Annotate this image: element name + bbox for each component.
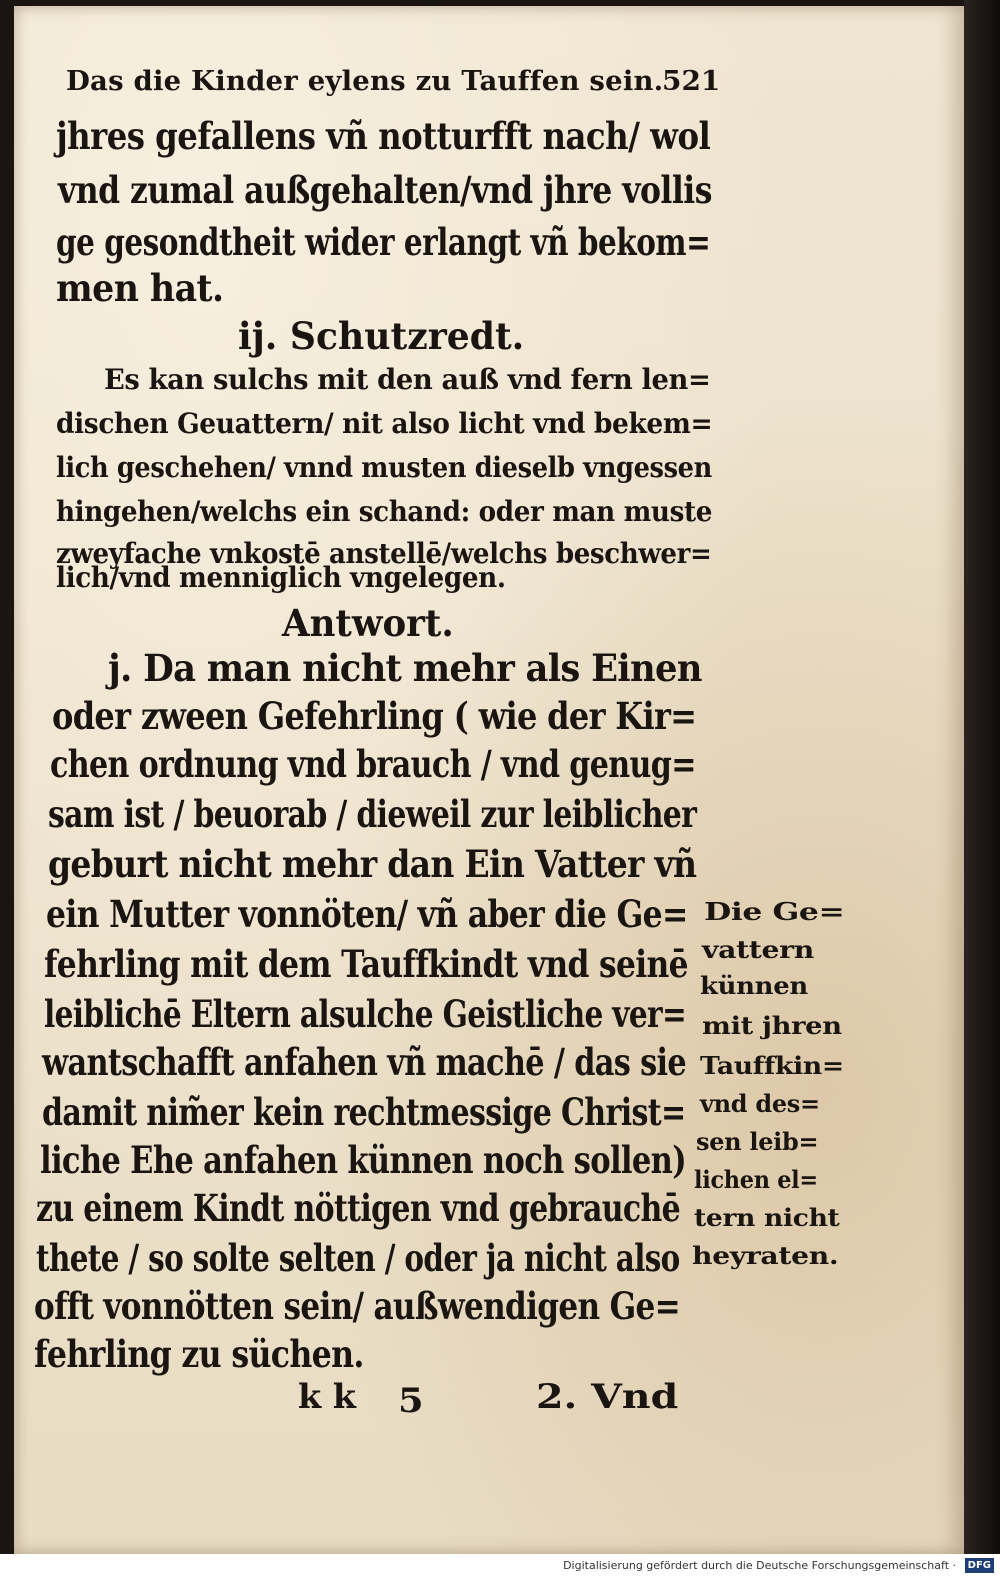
text-line: lich/vnd menniglich vngelegen. xyxy=(56,561,506,594)
folio-number: 521 xyxy=(662,66,721,97)
text-line: lich geschehen/ vnnd musten dieselb vngessen xyxy=(56,451,712,484)
marginal-note-line: vnd des= xyxy=(700,1089,820,1118)
text-line: men hat. xyxy=(56,266,224,310)
digitization-credit-bar xyxy=(0,1554,1000,1577)
digitization-credit-text: Digitalisierung gefördert durch die Deutsche Forschungsgemeinschaft · xyxy=(563,1559,956,1572)
marginal-note-line: künnen xyxy=(700,971,808,1000)
text-line: chen ordnung vnd brauch / vnd genug= xyxy=(50,742,696,786)
text-line: offt vonnötten sein/ außwendigen Ge= xyxy=(34,1284,681,1328)
text-line: fehrling mit dem Tauffkindt vnd seinē xyxy=(44,942,688,986)
book-page xyxy=(14,6,964,1554)
text-line: fehrling zu süchen. xyxy=(34,1332,364,1376)
text-line: vnd zumal außgehalten/vnd jhre vollis xyxy=(58,168,712,212)
section-heading: Antwort. xyxy=(282,601,454,645)
signature-mark: k k xyxy=(298,1377,356,1417)
text-line: dischen Geuattern/ nit also licht vnd bekem= xyxy=(56,407,713,440)
text-line: liche Ehe anfahen künnen noch sollen) xyxy=(40,1138,687,1182)
marginal-note-line: Die Ge= xyxy=(704,897,845,926)
signature-number: 5 xyxy=(398,1381,424,1421)
catchword: 2. Vnd xyxy=(536,1377,679,1417)
text-line: oder zween Gefehrling ( wie der Kir= xyxy=(52,694,697,738)
text-line: ein Mutter vonnöten/ vñ aber die Ge= xyxy=(46,892,688,936)
marginal-note-line: lichen el= xyxy=(694,1165,818,1194)
text-line: wantschafft anfahen vñ machē / das sie xyxy=(42,1040,687,1084)
text-line: ge gesondtheit wider erlangt vñ bekom= xyxy=(56,220,711,264)
section-heading: ij. Schutzredt. xyxy=(238,314,525,358)
dfg-logo: DFG xyxy=(965,1558,994,1573)
marginal-note-line: Tauffkin= xyxy=(700,1051,844,1080)
marginal-note-line: vattern xyxy=(702,935,814,964)
book-spine-edge xyxy=(964,0,1000,1560)
text-line: geburt nicht mehr dan Ein Vatter vñ xyxy=(48,842,697,886)
text-line: leiblichē Eltern alsulche Geistliche ver= xyxy=(44,992,687,1036)
text-line: hingehen/welchs ein schand: oder man muste xyxy=(56,495,713,528)
marginal-note-line: tern nicht xyxy=(694,1203,840,1232)
running-head: Das die Kinder eylens zu Tauffen sein. xyxy=(66,66,664,97)
text-line: thete / so solte selten / oder ja nicht also xyxy=(36,1236,680,1280)
text-line: j. Da man nicht mehr als Einen xyxy=(108,646,702,690)
text-line: zu einem Kindt nöttigen vnd gebrauchē xyxy=(36,1186,681,1230)
marginal-note-line: sen leib= xyxy=(696,1127,819,1156)
text-line: zweyfache vnkostē anstellē/welchs beschwer= xyxy=(56,537,712,570)
marginal-note-line: heyraten. xyxy=(692,1241,839,1270)
text-line: jhres gefallens vñ notturfft nach/ wol xyxy=(56,114,711,158)
marginal-note-line: mit jhren xyxy=(702,1011,842,1040)
text-line: damit nim̃er kein rechtmessige Christ= xyxy=(42,1090,686,1134)
text-line: Es kan sulchs mit den auß vnd fern len= xyxy=(104,363,711,396)
text-line: sam ist / beuorab / dieweil zur leiblicher xyxy=(48,792,697,836)
